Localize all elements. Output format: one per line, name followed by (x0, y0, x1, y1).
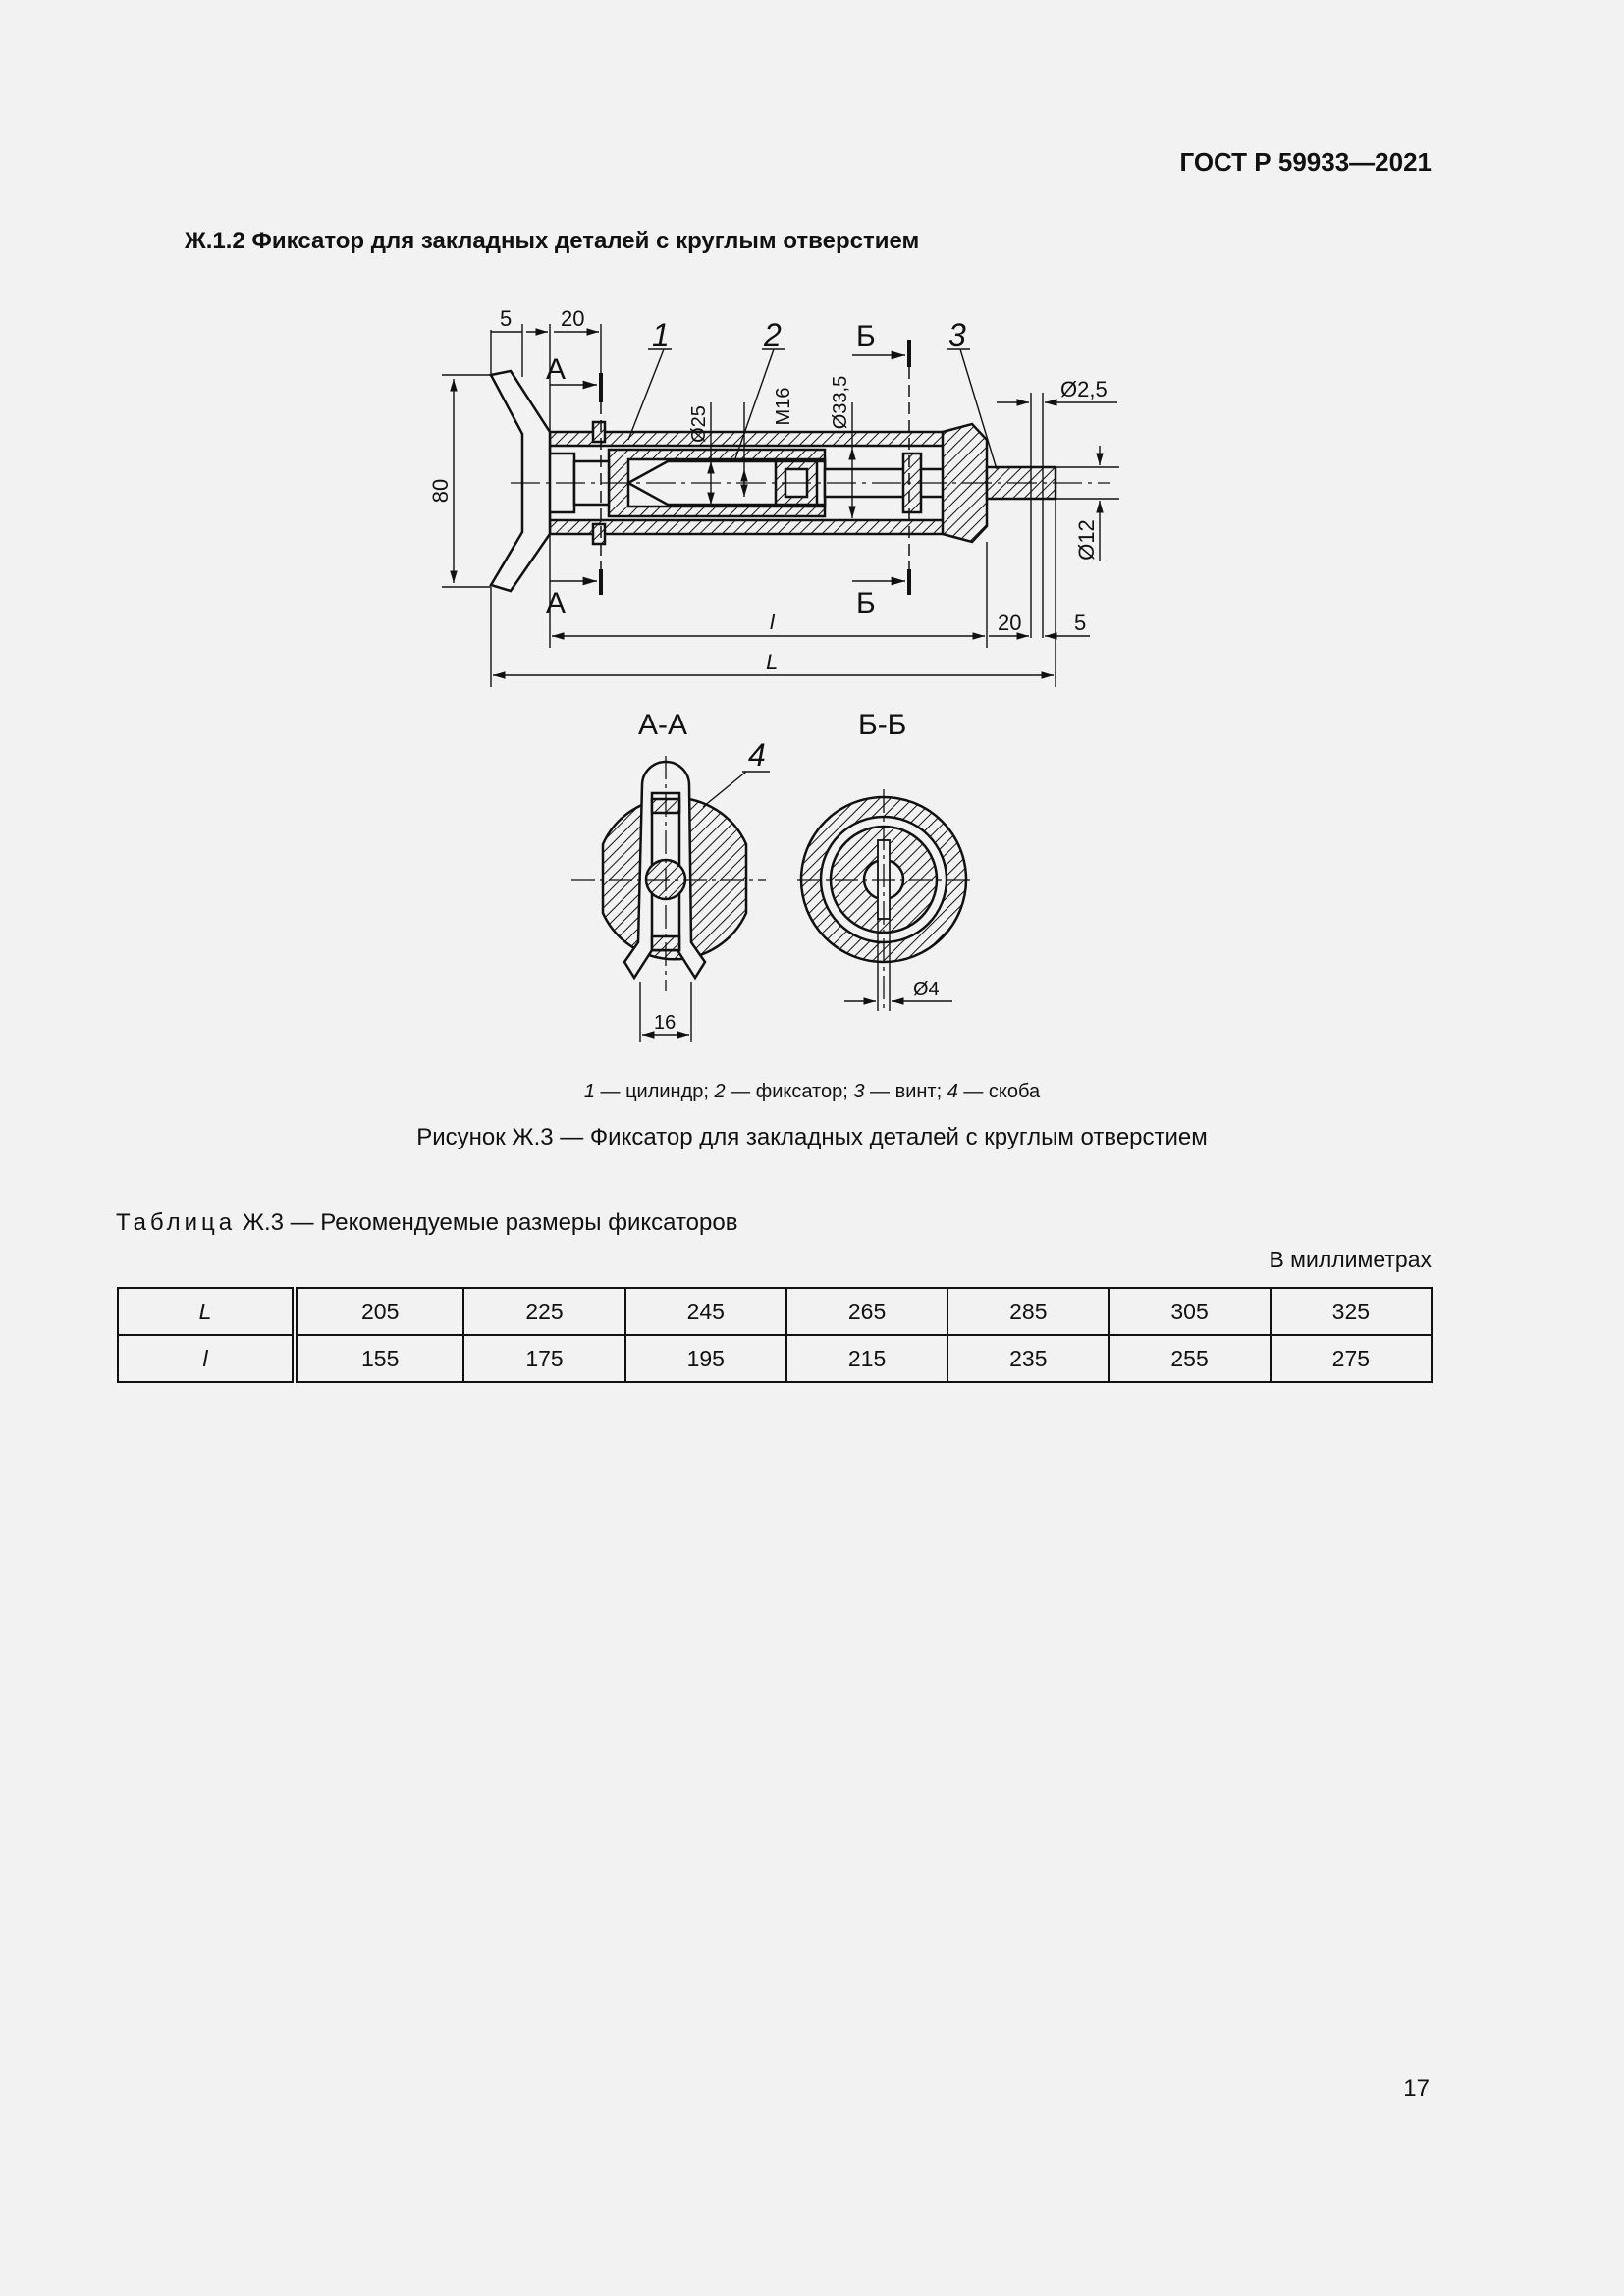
section-a-top: А (546, 353, 567, 386)
document-code: ГОСТ Р 59933—2021 (1179, 147, 1432, 177)
handle-bracket (491, 371, 550, 591)
dim-80: 80 (428, 478, 453, 504)
legend-num-2: 2 (714, 1081, 726, 1102)
legend-text-3: — винт; (864, 1081, 947, 1102)
callout-2: 2 (764, 317, 782, 352)
view-bb-label: Б-Б (858, 709, 907, 741)
table-cell: 305 (1109, 1288, 1270, 1335)
table-cell: 275 (1271, 1335, 1432, 1382)
row-header: l (118, 1335, 295, 1382)
callout-4: 4 (748, 737, 766, 773)
table-cell: 235 (947, 1335, 1109, 1382)
section-view-bb (797, 789, 972, 1011)
table-cell: 265 (786, 1288, 947, 1335)
section-b-bottom: Б (856, 587, 876, 619)
table-row (118, 1335, 1432, 1382)
legend-text-4: — скоба (957, 1081, 1041, 1102)
dim-l: l (770, 610, 775, 634)
dim-d12: Ø12 (1074, 519, 1099, 561)
legend-num-1: 1 (583, 1081, 595, 1102)
section-a-bottom: А (546, 587, 567, 619)
dim-d33-5: Ø33,5 (830, 375, 851, 430)
callout-3: 3 (948, 317, 966, 352)
table-cell: 255 (1109, 1335, 1270, 1382)
table-cell: 225 (463, 1288, 624, 1335)
figure-legend (0, 1081, 1624, 1103)
section-title: Ж.1.2 Фиксатор для закладных деталей с круглым отверстием (185, 228, 920, 254)
dim-L: L (766, 650, 779, 674)
dim-20-top: 20 (561, 306, 585, 331)
table-row (118, 1288, 1432, 1335)
view-aa-label: А-А (638, 709, 688, 741)
page-number: 17 (1403, 2075, 1430, 2102)
legend-text-1: — цилиндр; (594, 1081, 715, 1102)
legend-num-4: 4 (947, 1081, 958, 1102)
dim-d4: Ø4 (913, 979, 940, 1000)
table-cell: 215 (786, 1335, 947, 1382)
dim-16: 16 (654, 1012, 677, 1034)
dim-d2-5: Ø2,5 (1060, 377, 1108, 401)
table-caption (116, 1209, 737, 1237)
legend-num-3: 3 (853, 1081, 865, 1102)
table-cell: 175 (463, 1335, 624, 1382)
technical-drawing (0, 0, 1624, 1080)
row-header: L (118, 1288, 295, 1335)
section-view-aa (571, 756, 770, 1042)
table-cell: 245 (625, 1288, 786, 1335)
table-cell: 155 (295, 1335, 463, 1382)
legend-text-2: — фиксатор; (725, 1081, 854, 1102)
table-cell: 285 (947, 1288, 1109, 1335)
main-view (491, 371, 1110, 591)
table-caption-word: Таблица (116, 1209, 237, 1236)
figure-caption: Рисунок Ж.3 — Фиксатор для закладных деталей с круглым отверстием (416, 1124, 1208, 1150)
table-cell: 205 (295, 1288, 463, 1335)
dim-5-top: 5 (500, 306, 513, 331)
table-cell: 195 (625, 1335, 786, 1382)
table-caption-title: Ж.3 — Рекомендуемые размеры фиксаторов (236, 1209, 738, 1236)
dim-20-bottom: 20 (998, 611, 1022, 635)
section-b-top: Б (856, 320, 876, 352)
callout-1: 1 (652, 317, 670, 352)
table-cell: 325 (1271, 1288, 1432, 1335)
dim-5-bottom: 5 (1074, 611, 1087, 635)
table-units: В миллиметрах (1269, 1247, 1432, 1272)
dimensions-table (117, 1287, 1433, 1383)
dim-m16: M16 (773, 387, 794, 426)
dim-d25: Ø25 (688, 405, 710, 443)
